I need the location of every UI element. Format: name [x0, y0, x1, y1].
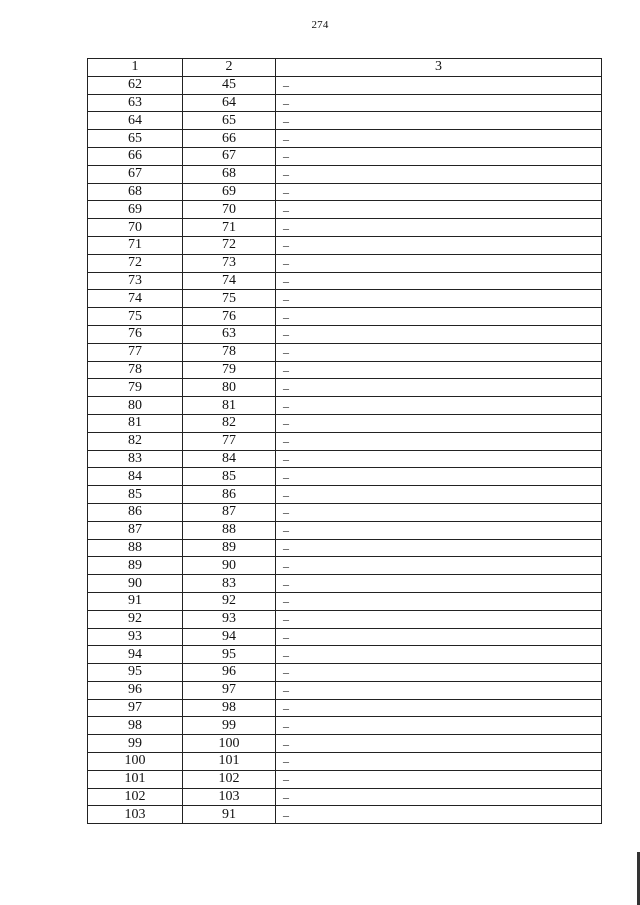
table-header-row [88, 59, 602, 77]
table-cell-col1: 85 [88, 486, 183, 504]
table-row [88, 397, 602, 415]
table-cell-col3: – [276, 76, 602, 94]
table-cell-col3: – [276, 468, 602, 486]
table-cell-col3: – [276, 254, 602, 272]
table-cell-col3: – [276, 753, 602, 771]
table-cell-col3: – [276, 575, 602, 593]
table-cell-col3: – [276, 735, 602, 753]
table-cell-col3: – [276, 397, 602, 415]
table-cell-col1: 96 [88, 681, 183, 699]
table-cell-col2: 81 [183, 397, 276, 415]
table-cell-col2: 86 [183, 486, 276, 504]
table-cell-col1: 78 [88, 361, 183, 379]
table-cell-col1: 89 [88, 557, 183, 575]
table-cell-col3: – [276, 361, 602, 379]
table-cell-col2: 94 [183, 628, 276, 646]
table-cell-col1: 93 [88, 628, 183, 646]
table-cell-col3: – [276, 788, 602, 806]
table-cell-col3: – [276, 379, 602, 397]
table-cell-col2: 91 [183, 806, 276, 824]
table-cell-col1: 84 [88, 468, 183, 486]
table-cell-col1: 68 [88, 183, 183, 201]
table-row [88, 165, 602, 183]
table-cell-col2: 72 [183, 236, 276, 254]
table-row [88, 681, 602, 699]
table-row [88, 575, 602, 593]
table-row [88, 76, 602, 94]
table-cell-col1: 75 [88, 308, 183, 326]
table-cell-col1: 100 [88, 753, 183, 771]
table-cell-col1: 86 [88, 503, 183, 521]
table-cell-col1: 101 [88, 770, 183, 788]
table-row [88, 308, 602, 326]
table-row [88, 183, 602, 201]
table-cell-col3: – [276, 183, 602, 201]
table-cell-col1: 70 [88, 219, 183, 237]
table-cell-col1: 83 [88, 450, 183, 468]
table-cell-col3: – [276, 628, 602, 646]
table-cell-col1: 87 [88, 521, 183, 539]
table-cell-col3: – [276, 308, 602, 326]
table-cell-col1: 67 [88, 165, 183, 183]
table-cell-col1: 102 [88, 788, 183, 806]
table-cell-col3: – [276, 770, 602, 788]
table-cell-col2: 88 [183, 521, 276, 539]
table-cell-col2: 103 [183, 788, 276, 806]
table-row [88, 343, 602, 361]
table-row [88, 628, 602, 646]
table-cell-col1: 71 [88, 236, 183, 254]
table-cell-col2: 84 [183, 450, 276, 468]
table-cell-col3: – [276, 343, 602, 361]
table-row [88, 521, 602, 539]
table-row [88, 201, 602, 219]
table-cell-col1: 65 [88, 130, 183, 148]
table-row [88, 379, 602, 397]
table-cell-col2: 83 [183, 575, 276, 593]
table-row [88, 735, 602, 753]
table-row [88, 592, 602, 610]
page-number: 274 [311, 19, 329, 31]
table-row [88, 557, 602, 575]
table-cell-col2: 92 [183, 592, 276, 610]
table-cell-col1: 66 [88, 147, 183, 165]
table-cell-col1: 82 [88, 432, 183, 450]
table-cell-col2: 99 [183, 717, 276, 735]
table-cell-col2: 76 [183, 308, 276, 326]
table-cell-col1: 73 [88, 272, 183, 290]
table-cell-col1: 69 [88, 201, 183, 219]
table-cell-col1: 88 [88, 539, 183, 557]
table-cell-col3: – [276, 432, 602, 450]
table-cell-col2: 89 [183, 539, 276, 557]
table-cell-col2: 71 [183, 219, 276, 237]
table-cell-col3: – [276, 486, 602, 504]
table-cell-col1: 98 [88, 717, 183, 735]
table-cell-col2: 63 [183, 325, 276, 343]
table-body [88, 76, 602, 823]
table-row [88, 610, 602, 628]
column-header-3: 3 [276, 59, 602, 77]
table-cell-col2: 90 [183, 557, 276, 575]
table-cell-col3: – [276, 219, 602, 237]
table-row [88, 468, 602, 486]
table-row [88, 806, 602, 824]
table-cell-col3: – [276, 681, 602, 699]
table-row [88, 699, 602, 717]
table-row [88, 272, 602, 290]
table-cell-col2: 66 [183, 130, 276, 148]
table-cell-col3: – [276, 414, 602, 432]
table-cell-col3: – [276, 94, 602, 112]
table-cell-col2: 77 [183, 432, 276, 450]
table-cell-col2: 93 [183, 610, 276, 628]
table-cell-col2: 101 [183, 753, 276, 771]
table-row [88, 325, 602, 343]
table-cell-col2: 70 [183, 201, 276, 219]
table-cell-col3: – [276, 201, 602, 219]
table-cell-col1: 91 [88, 592, 183, 610]
table-cell-col1: 79 [88, 379, 183, 397]
table-cell-col1: 80 [88, 397, 183, 415]
table-cell-col1: 72 [88, 254, 183, 272]
table-cell-col1: 76 [88, 325, 183, 343]
table-cell-col3: – [276, 112, 602, 130]
table-cell-col1: 63 [88, 94, 183, 112]
table-cell-col2: 67 [183, 147, 276, 165]
table-row [88, 450, 602, 468]
table-row [88, 503, 602, 521]
table-cell-col3: – [276, 717, 602, 735]
table-cell-col2: 75 [183, 290, 276, 308]
table-cell-col2: 79 [183, 361, 276, 379]
table-cell-col2: 73 [183, 254, 276, 272]
table-cell-col3: – [276, 147, 602, 165]
column-header-2: 2 [183, 59, 276, 77]
table-cell-col1: 62 [88, 76, 183, 94]
table-row [88, 147, 602, 165]
table-cell-col1: 74 [88, 290, 183, 308]
table-row [88, 130, 602, 148]
table-cell-col3: – [276, 539, 602, 557]
table-cell-col2: 45 [183, 76, 276, 94]
table-cell-col3: – [276, 521, 602, 539]
table-cell-col2: 95 [183, 646, 276, 664]
table-cell-col2: 80 [183, 379, 276, 397]
table-row [88, 646, 602, 664]
table-row [88, 788, 602, 806]
table-cell-col2: 74 [183, 272, 276, 290]
table-cell-col2: 98 [183, 699, 276, 717]
table-cell-col3: – [276, 592, 602, 610]
table-cell-col1: 77 [88, 343, 183, 361]
table-cell-col1: 103 [88, 806, 183, 824]
table-cell-col1: 95 [88, 664, 183, 682]
table-cell-col2: 68 [183, 165, 276, 183]
table-row [88, 486, 602, 504]
table-cell-col3: – [276, 557, 602, 575]
table-row [88, 112, 602, 130]
table-cell-col3: – [276, 646, 602, 664]
table-cell-col2: 82 [183, 414, 276, 432]
table-row [88, 664, 602, 682]
data-table [87, 58, 602, 824]
table-cell-col3: – [276, 806, 602, 824]
table-cell-col2: 64 [183, 94, 276, 112]
table-header [88, 59, 602, 77]
table-cell-col2: 69 [183, 183, 276, 201]
table-cell-col3: – [276, 130, 602, 148]
table-cell-col3: – [276, 664, 602, 682]
table-row [88, 770, 602, 788]
table-cell-col2: 100 [183, 735, 276, 753]
table-row [88, 236, 602, 254]
table-cell-col3: – [276, 325, 602, 343]
column-header-1: 1 [88, 59, 183, 77]
table-cell-col2: 87 [183, 503, 276, 521]
table-row [88, 254, 602, 272]
table-cell-col3: – [276, 290, 602, 308]
table-row [88, 432, 602, 450]
table-row [88, 414, 602, 432]
table-cell-col3: – [276, 272, 602, 290]
table-cell-col3: – [276, 610, 602, 628]
table-row [88, 539, 602, 557]
table-cell-col1: 99 [88, 735, 183, 753]
table-cell-col1: 97 [88, 699, 183, 717]
table-row [88, 753, 602, 771]
table-cell-col1: 64 [88, 112, 183, 130]
table-cell-col2: 65 [183, 112, 276, 130]
table-cell-col3: – [276, 236, 602, 254]
table-cell-col3: – [276, 699, 602, 717]
table-row [88, 717, 602, 735]
table-cell-col2: 102 [183, 770, 276, 788]
table-cell-col1: 81 [88, 414, 183, 432]
table-cell-col2: 78 [183, 343, 276, 361]
table-row [88, 290, 602, 308]
table-row [88, 219, 602, 237]
table-cell-col3: – [276, 165, 602, 183]
table-cell-col1: 92 [88, 610, 183, 628]
table-row [88, 94, 602, 112]
table-cell-col1: 90 [88, 575, 183, 593]
table-cell-col3: – [276, 450, 602, 468]
table-cell-col2: 97 [183, 681, 276, 699]
table-cell-col2: 96 [183, 664, 276, 682]
table-cell-col3: – [276, 503, 602, 521]
table-cell-col2: 85 [183, 468, 276, 486]
table-cell-col1: 94 [88, 646, 183, 664]
table-row [88, 361, 602, 379]
